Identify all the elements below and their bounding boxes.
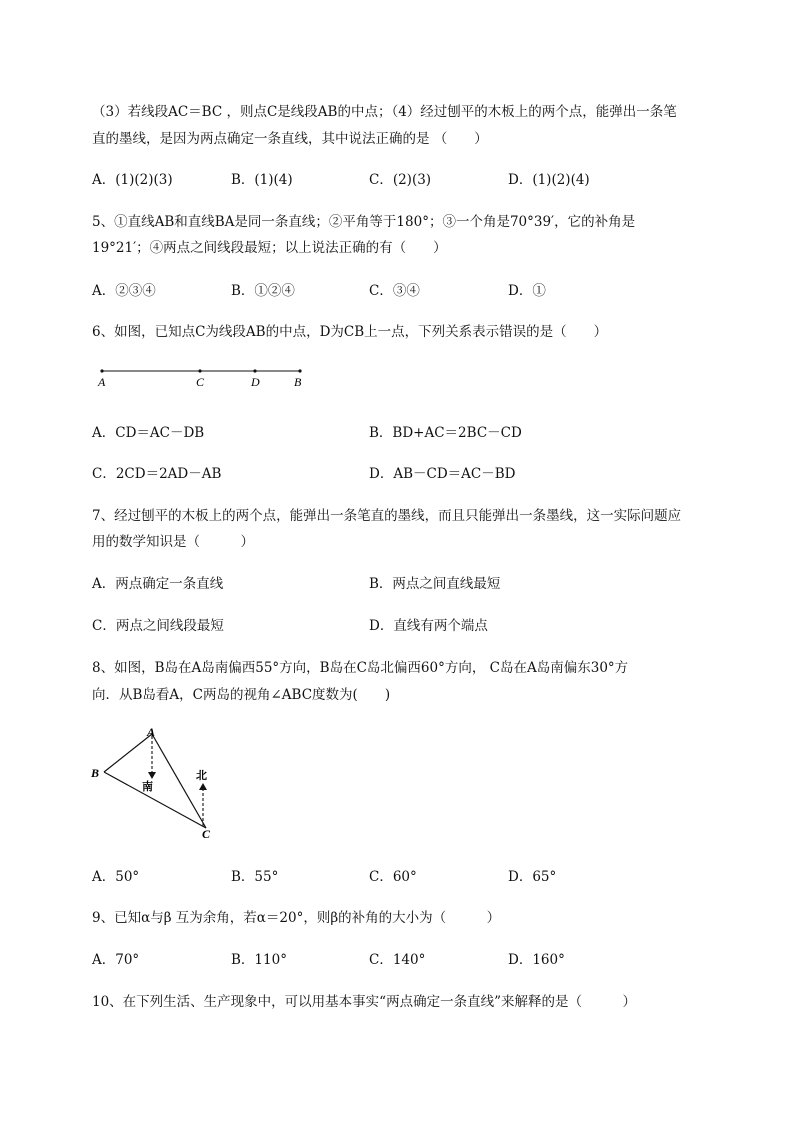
label-b: B	[294, 375, 302, 389]
q8-option-a[interactable]: A．50°	[92, 869, 140, 885]
q5-option-a[interactable]: A．②③④	[92, 283, 156, 299]
q6-option-c[interactable]: C．2CD＝2AD－AB	[92, 466, 222, 482]
q10-text-line1: 10、在下列生活、生产现象中，可以用基本事实“两点确定一条直线”来解释的是（ ）	[92, 994, 636, 1010]
q7-option-c[interactable]: C．两点之间线段最短	[92, 618, 224, 634]
q5-text-line2: 19°21′；④两点之间线段最短；以上说法正确的有（ ）	[92, 240, 447, 256]
q8-option-d[interactable]: D．65°	[508, 869, 557, 885]
q6-text-line1: 6、如图，已知点C为线段AB的中点，D为CB上一点，下列关系表示错误的是（ ）	[92, 324, 608, 340]
q4-option-d[interactable]: D．(1)(2)(4)	[508, 172, 590, 188]
point-c	[198, 369, 201, 372]
q8-triangle-figure	[88, 722, 228, 844]
q8-option-c[interactable]: C．60°	[369, 869, 417, 885]
q6-option-a[interactable]: A．CD＝AC－DB	[92, 425, 205, 441]
label-b: B	[91, 766, 100, 780]
q9-option-a[interactable]: A．70°	[92, 952, 140, 968]
q4-option-b[interactable]: B．(1)(4)	[231, 172, 293, 188]
side-ab	[104, 734, 152, 772]
q9-text-line1: 9、已知α与β 互为余角，若α＝20°，则β的补角的大小为（ ）	[92, 910, 501, 926]
q9-option-b[interactable]: B．110°	[231, 952, 287, 968]
label-d: D	[251, 375, 260, 389]
label-c: C	[196, 375, 205, 389]
label-south: 南	[142, 781, 153, 793]
q5-text-line1: 5、①直线AB和直线BA是同一条直线；②平角等于180°；③一个角是70°39′，它的补角是	[92, 214, 636, 230]
label-a: A	[147, 725, 156, 739]
q5-option-d[interactable]: D．①	[508, 283, 546, 299]
q9-option-d[interactable]: D．160°	[508, 952, 565, 968]
q8-text-line2: 向．从B岛看A，C两岛的视角∠ABC度数为( )	[92, 687, 391, 703]
q4-option-c[interactable]: C．(2)(3)	[369, 172, 432, 188]
side-bc	[104, 772, 206, 828]
q4-text-line2: 直的墨线，是因为两点确定一条直线，其中说法正确的是 （ ）	[92, 131, 488, 147]
q6-option-b[interactable]: B．BD+AC＝2BC－CD	[369, 425, 522, 441]
q5-option-c[interactable]: C．③④	[369, 283, 420, 299]
south-arrow-head	[148, 772, 156, 779]
q9-option-c[interactable]: C．140°	[369, 952, 426, 968]
q7-option-d[interactable]: D．直线有两个端点	[369, 618, 488, 634]
q8-text-line1: 8、如图，B岛在A岛南偏西55°方向，B岛在C岛北偏西60°方向， C岛在A岛南偏东30°方	[92, 660, 629, 676]
q4-option-a[interactable]: A．(1)(2)(3)	[92, 172, 173, 188]
q7-text-line1: 7、经过刨平的木板上的两个点，能弹出一条笔直的墨线，而且只能弹出一条墨线，这一实际问题应	[92, 508, 682, 524]
q5-option-b[interactable]: B．①②④	[231, 283, 295, 299]
q7-option-a[interactable]: A．两点确定一条直线	[92, 576, 224, 592]
point-b	[298, 369, 301, 372]
q7-text-line2: 用的数学知识是（ ）	[92, 534, 254, 550]
north-arrow-head	[199, 783, 207, 790]
label-c: C	[202, 827, 211, 841]
point-d	[253, 369, 256, 372]
label-a: A	[98, 375, 106, 389]
q8-option-b[interactable]: B．55°	[231, 869, 279, 885]
q6-line-segment-figure	[92, 360, 312, 392]
label-north: 北	[196, 770, 207, 782]
q4-text-line1: （3）若线段AC＝BC ，则点C是线段AB的中点；（4）经过刨平的木板上的两个点，能弹出一条笔	[92, 104, 677, 120]
q6-option-d[interactable]: D．AB－CD＝AC－BD	[369, 466, 516, 482]
point-a	[100, 369, 103, 372]
q7-option-b[interactable]: B．两点之间直线最短	[369, 576, 501, 592]
